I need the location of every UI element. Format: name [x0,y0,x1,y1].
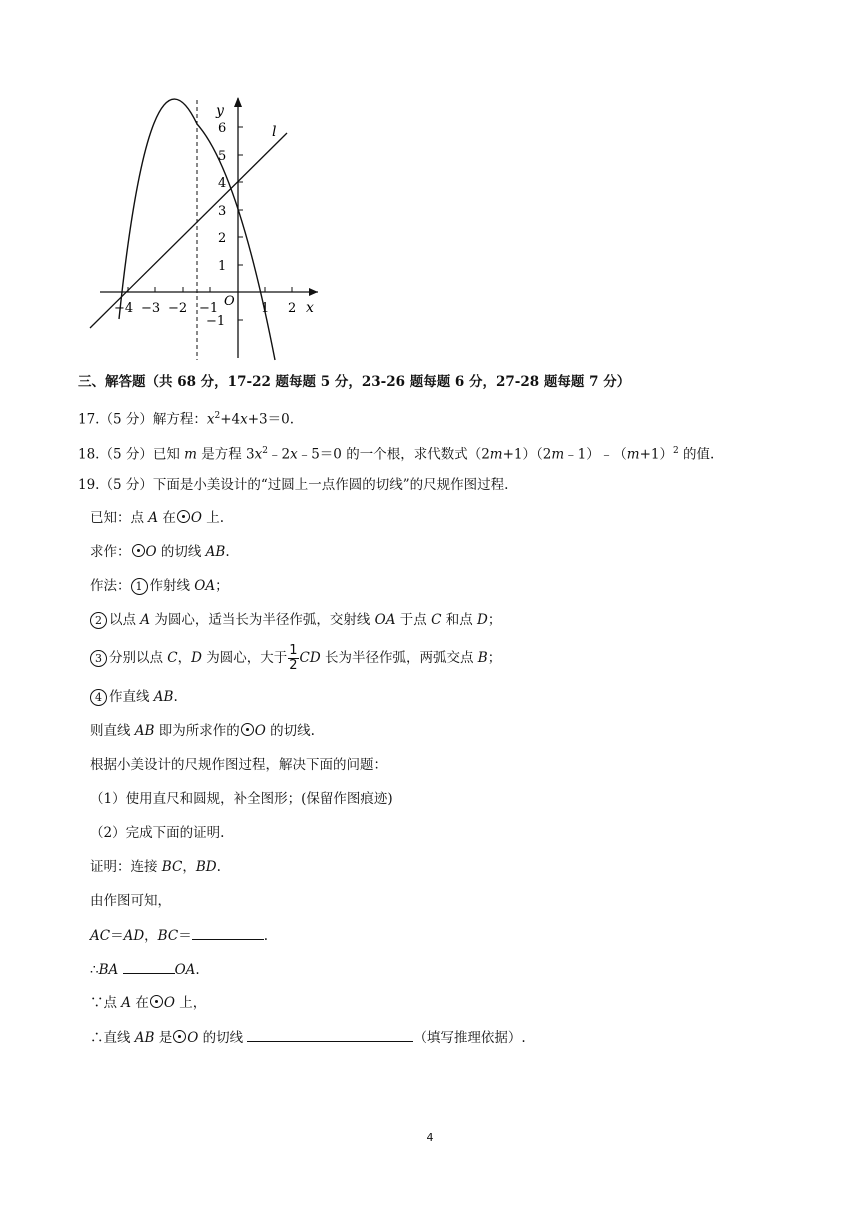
x-tick-label-neg3: −3 [141,301,161,316]
y-tick-label-3: 3 [218,204,227,219]
question-17: 17.（5 分）解方程：$x^2+4x+3=0$. [78,411,295,428]
q19-sub-2: （2）完成下面的证明. [90,825,225,841]
x-tick-label-1: 1 [261,301,270,316]
answer-blank-relation[interactable] [123,959,175,974]
x-axis-label: x [306,300,314,316]
q19-step-2: 2 以点 A 为圆心，适当长为半径作弧，交射线 OA 于点 C 和点 D； [90,610,501,630]
q19-step-3: 3 分别以点 C，D 为圆心，大于 $\frac{1}{2}$ CD 长为半径作弧，两弧交点 B； [90,644,501,673]
q19-step-4: 4 作直线 AB. [90,687,178,707]
circle-dot-icon [173,1030,186,1043]
y-tick-label-neg1: −1 [206,314,226,329]
x-axis-arrow [309,288,318,296]
y-tick-label-4: 4 [218,176,227,191]
axis-ticks [128,127,292,320]
circled-number-1: 1 [131,578,148,595]
question-18: 18.（5 分）已知 m 是方程 $3x^2﹣2x﹣5=0$ 的一个根，求代数式$(2m+1)(2m﹣1)﹣(m+1)^2$ 的值. [78,446,715,463]
circled-number-2: 2 [90,612,107,629]
q19-therefore-2: ∴直线 AB 是 O 的切线 （填写推理依据）. [90,1027,526,1048]
q19-equalities: AC＝AD，BC＝ . [90,925,268,946]
line-l [90,133,287,328]
q19-step-1: 作法： 1 作射线 OA； [90,578,229,594]
x-tick-label-2: 2 [288,301,297,316]
circle-dot-icon [150,995,163,1008]
function-graph [0,0,860,370]
circle-dot-icon [132,544,145,557]
y-tick-label-5: 5 [218,149,227,164]
line-l-label: l [272,124,277,140]
q19-known: 已知：点 A 在 O 上. [90,510,225,526]
q19-therefore-1: ∴BA OA. [90,959,200,980]
q19-conclusion: 则直线 AB 即为所求作的 O 的切线. [90,723,315,739]
answer-blank-bc[interactable] [192,925,264,940]
circle-dot-icon [177,510,190,523]
y-tick-label-2: 2 [218,231,227,246]
question-19-title: 19.（5 分）下面是小美设计的“过圆上一点作圆的切线”的尺规作图过程. [78,477,509,493]
origin-label: O [224,294,235,309]
circle-dot-icon [241,723,254,736]
y-tick-label-6: 6 [218,121,227,136]
q19-sub-1: （1）使用直尺和圆规，补全图形；(保留作图痕迹) [90,791,393,807]
x-tick-label-neg2: −2 [168,301,188,316]
x-tick-label-neg1: −1 [199,301,219,316]
q19-seek: 求作： O 的切线 AB. [90,544,230,560]
q19-because: ∵点 A 在 O 上， [90,995,207,1011]
q19-by-figure: 由作图可知， [90,893,171,909]
y-tick-label-1: 1 [218,259,227,274]
x-tick-label-neg4: −4 [114,301,134,316]
circled-number-3: 3 [90,650,107,667]
y-axis-arrow [234,97,242,107]
q19-based-on: 根据小美设计的尺规作图过程，解决下面的问题： [90,757,387,773]
answer-blank-reason[interactable] [247,1027,413,1042]
page-number: 4 [426,1131,434,1144]
fraction-one-half: $\frac{1}{2}$ [289,643,298,673]
q19-proof-start: 证明：连接 BC，BD. [90,859,221,875]
circled-number-4: 4 [90,689,107,706]
section-heading: 三、解答题（共 68 分，17-22 题每题 5 分，23-26 题每题 6 分，27-28 题每题 7 分） [78,374,631,390]
y-axis-label: y [216,103,224,119]
